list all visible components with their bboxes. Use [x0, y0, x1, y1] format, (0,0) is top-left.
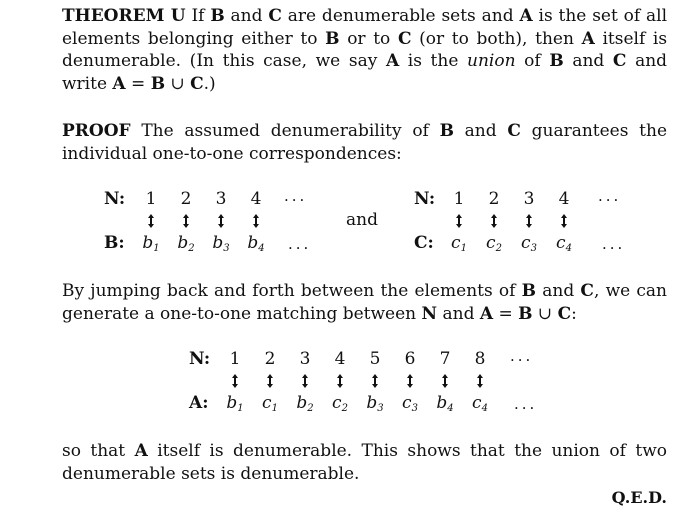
element-letter: b	[177, 233, 189, 253]
set-element	[224, 393, 246, 414]
set-element	[483, 233, 505, 254]
union-term: union	[467, 51, 516, 71]
set-element	[399, 393, 421, 414]
element-letter: b	[296, 393, 308, 413]
index-number: 4	[250, 189, 262, 209]
text: so that	[62, 441, 126, 461]
element-subscript: 3	[530, 243, 537, 254]
element-subscript: 2	[307, 403, 314, 414]
set-b: B	[150, 73, 166, 94]
text: The assumed denumerability of	[141, 121, 429, 141]
index-number: 2	[180, 189, 192, 209]
set-b: B	[325, 28, 340, 49]
row-label-top: N:	[189, 349, 211, 369]
proof-paragraph	[62, 120, 667, 165]
text: and	[442, 303, 475, 324]
set-element	[259, 393, 281, 414]
double-arrow-icon	[224, 373, 246, 389]
set-element	[294, 393, 316, 414]
index-number: 8	[474, 349, 486, 369]
theorem-heading: THEOREM U	[62, 6, 186, 26]
double-arrow-icon	[518, 213, 540, 229]
element-letter: b	[142, 233, 154, 253]
and-connector: and	[346, 210, 378, 230]
union-symbol: ∪	[170, 73, 185, 94]
text: and	[542, 281, 575, 301]
set-c: C	[190, 73, 204, 94]
index-number: 3	[299, 349, 311, 369]
set-element	[553, 233, 575, 254]
set-element	[245, 233, 267, 254]
double-arrow-icon	[140, 213, 162, 229]
text: By jumping back and forth between the elements of	[62, 281, 516, 301]
union-symbol: ∪	[537, 303, 553, 324]
element-subscript: 2	[495, 243, 502, 254]
ellipsis: ...	[514, 395, 538, 413]
element-letter: b	[226, 393, 238, 413]
set-element	[175, 233, 197, 254]
element-letter: b	[247, 233, 259, 253]
ellipsis: ...	[598, 187, 622, 205]
equals-sign: =	[498, 303, 513, 324]
text: If	[191, 6, 205, 26]
text: of	[524, 51, 541, 71]
proof-heading: PROOF	[62, 121, 131, 141]
set-a: A	[112, 73, 126, 94]
row-label-bottom: A:	[189, 393, 209, 413]
element-subscript: 3	[377, 403, 384, 414]
text: :	[571, 303, 577, 324]
qed-mark: Q.E.D.	[611, 488, 667, 507]
index-number: 1	[229, 349, 241, 369]
theorem-paragraph	[62, 5, 667, 95]
set-a: A	[581, 28, 595, 49]
set-element	[434, 393, 456, 414]
set-b: B	[521, 281, 537, 301]
set-c: C	[507, 121, 521, 141]
double-arrow-icon	[245, 213, 267, 229]
element-subscript: 4	[258, 243, 265, 254]
set-b: B	[549, 51, 564, 71]
matching-paragraph: By jumping back and forth between the elements of B and C, we can generate a one-to-one matching between N and A = B ∪ C:	[62, 281, 667, 324]
double-arrow-icon	[434, 373, 456, 389]
set-a: A	[134, 441, 148, 461]
row-label-bottom: C:	[414, 233, 434, 253]
element-subscript: 4	[447, 403, 454, 414]
index-number: 3	[523, 189, 535, 209]
text: we can generate a one-to-one matching between	[62, 281, 667, 324]
ellipsis: ...	[602, 235, 626, 253]
double-arrow-icon	[553, 213, 575, 229]
element-letter: b	[436, 393, 448, 413]
set-element	[364, 393, 386, 414]
text: is the set of all elements belonging either to	[62, 6, 668, 49]
element-subscript: 3	[223, 243, 230, 254]
element-subscript: 4	[565, 243, 572, 254]
double-arrow-icon	[399, 373, 421, 389]
index-number: 1	[453, 189, 465, 209]
set-a: A	[479, 303, 494, 324]
row-label-top: N:	[104, 189, 126, 209]
text: and write	[62, 51, 668, 94]
index-number: 7	[439, 349, 451, 369]
text: is the	[407, 51, 459, 71]
set-element	[448, 233, 470, 254]
element-subscript: 1	[237, 403, 244, 414]
element-letter: c	[451, 233, 461, 253]
set-b: B	[439, 121, 454, 141]
index-number: 2	[488, 189, 500, 209]
set-a: A	[519, 6, 533, 26]
set-c: C	[268, 6, 282, 26]
element-letter: c	[262, 393, 272, 413]
set-b: B	[210, 6, 225, 26]
text: and	[572, 51, 605, 71]
double-arrow-icon	[364, 373, 386, 389]
set-c: C	[580, 281, 594, 301]
element-letter: c	[521, 233, 531, 253]
element-letter: c	[402, 393, 412, 413]
set-c: C	[557, 303, 572, 324]
text: itself is denumerable. (In this case, we say	[62, 28, 668, 71]
set-c: C	[397, 28, 412, 49]
element-letter: b	[366, 393, 378, 413]
set-element	[469, 393, 491, 414]
double-arrow-icon	[175, 213, 197, 229]
double-arrow-icon	[469, 373, 491, 389]
index-number: 4	[558, 189, 570, 209]
equals-sign: =	[131, 73, 146, 94]
double-arrow-icon	[259, 373, 281, 389]
element-subscript: 1	[271, 403, 278, 414]
text: and	[230, 6, 263, 26]
index-number: 1	[145, 189, 157, 209]
element-letter: c	[472, 393, 482, 413]
set-n: N	[421, 303, 438, 324]
set-element	[329, 393, 351, 414]
index-number: 5	[369, 349, 381, 369]
text: itself is denumerable. This shows that the union of two denumerable sets is denumerable.	[62, 441, 667, 484]
set-element	[210, 233, 232, 254]
index-number: 3	[215, 189, 227, 209]
double-arrow-icon	[448, 213, 470, 229]
ellipsis: ...	[288, 235, 312, 253]
element-subscript: 1	[153, 243, 160, 254]
double-arrow-icon	[210, 213, 232, 229]
element-subscript: 4	[481, 403, 488, 414]
double-arrow-icon	[483, 213, 505, 229]
element-subscript: 2	[188, 243, 195, 254]
set-c: C	[612, 51, 627, 71]
text: and	[464, 121, 497, 141]
element-letter: c	[556, 233, 566, 253]
text: or to	[347, 28, 391, 49]
index-number: 4	[334, 349, 346, 369]
text: guarantees the individual one-to-one correspondences:	[62, 121, 668, 164]
index-number: 2	[264, 349, 276, 369]
text: (or to both), then	[419, 28, 574, 49]
element-subscript: 2	[341, 403, 348, 414]
conclusion-paragraph	[62, 440, 667, 485]
text: .)	[203, 73, 216, 94]
index-number: 6	[404, 349, 416, 369]
row-label-bottom: B:	[104, 233, 125, 253]
element-letter: b	[212, 233, 224, 253]
ellipsis: ...	[510, 347, 534, 365]
set-element	[140, 233, 162, 254]
double-arrow-icon	[329, 373, 351, 389]
element-letter: c	[332, 393, 342, 413]
text: are denumerable sets and	[287, 6, 514, 26]
set-a: A	[385, 51, 400, 71]
set-b: B	[518, 303, 533, 324]
element-letter: c	[486, 233, 496, 253]
row-label-top: N:	[414, 189, 436, 209]
element-subscript: 3	[411, 403, 418, 414]
double-arrow-icon	[294, 373, 316, 389]
set-element	[518, 233, 540, 254]
ellipsis: ...	[284, 187, 308, 205]
element-subscript: 1	[460, 243, 467, 254]
